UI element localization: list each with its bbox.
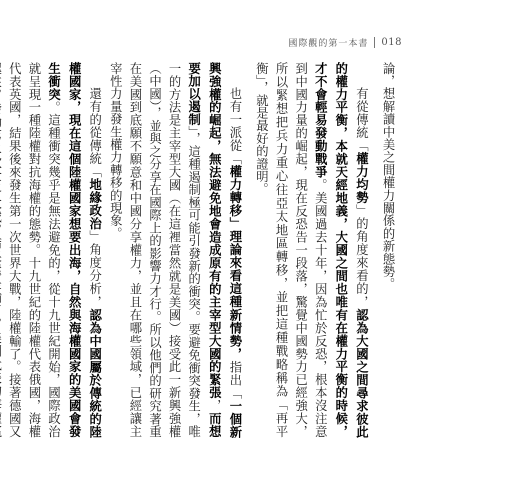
text-run: ，	[207, 399, 222, 413]
text-run-bold: 」理論來看這種新情勢，	[227, 216, 243, 361]
text-run-bold: 權力轉移	[227, 164, 243, 217]
book-title: 國際觀的第一本書	[288, 39, 369, 49]
text-run: 有從傳統「	[354, 86, 369, 152]
text-run-bold: 權力均勢	[354, 151, 370, 204]
text-run: 」，這種遏制極可能引發新的衝突。要避免衝突發生，唯一的方法是主宰型大國（在這裡當然就是美國）接受此一新興強權（中國），並與之分享在國際上的影響力才行。所以他們的研究著重在美國到底願不願意和中國分享權力，並且在哪些領域，已經讓主宰性力量發生權力轉移的現象。	[108, 62, 201, 438]
body-text	[0, 62, 403, 438]
text-run: 。美國過去十年，因為忙於反恐，根本沒注意到中國力量的崛起，現在反恐告一段落，驚覺中國勢力已經強大，所以緊想把兵力重心往亞太地區轉移，並把這種戰略稱為「再平衡」，就是最好的證明。	[254, 62, 328, 438]
text-run: 。這種衝突幾乎是無法避免的，從十九世紀開始，國際政治就呈現一種陸權對抗海權的態勢。十九世紀的陸權代表俄國，海權代表英國，結果後來發生第一次世界大戰，陸權輸了。接著德國又	[7, 62, 61, 439]
text-run: 還有的從傳統「	[87, 86, 102, 178]
text-run: 」角度分析，	[87, 229, 102, 309]
text-run-bold: 地緣政治	[87, 177, 103, 230]
text-run-bold: 而想要加以遏制	[186, 62, 223, 439]
header-divider	[374, 37, 375, 48]
text-run-bold: 一個新興強權的崛起，無法避免地會造成原有的主宰型大國的緊張	[207, 62, 243, 438]
text-run: 也有一派從「	[227, 86, 242, 165]
text-run: 論，想解讀中美之間權力關係的新態勢。	[381, 62, 395, 291]
text-run-bold: 認為大國之間尋求彼此的權力平衡，本就天經地義，大國之間也唯有在權力平衡的時候，才不會輕易發動戰爭	[313, 62, 370, 438]
text-run: 指出「	[227, 360, 242, 400]
paragraph	[0, 62, 105, 438]
running-header	[288, 36, 402, 49]
text-run-bold: 認為中國屬於傳統的陸權國家，現在這個陸權國家想要出海，自然與海權國家的美國會發生衝突	[46, 62, 103, 438]
paragraph	[377, 62, 397, 438]
paragraph	[105, 62, 245, 438]
paragraph	[251, 62, 372, 438]
text-run: 」的角度來看的，	[354, 203, 369, 309]
page-number: 018	[381, 37, 402, 48]
